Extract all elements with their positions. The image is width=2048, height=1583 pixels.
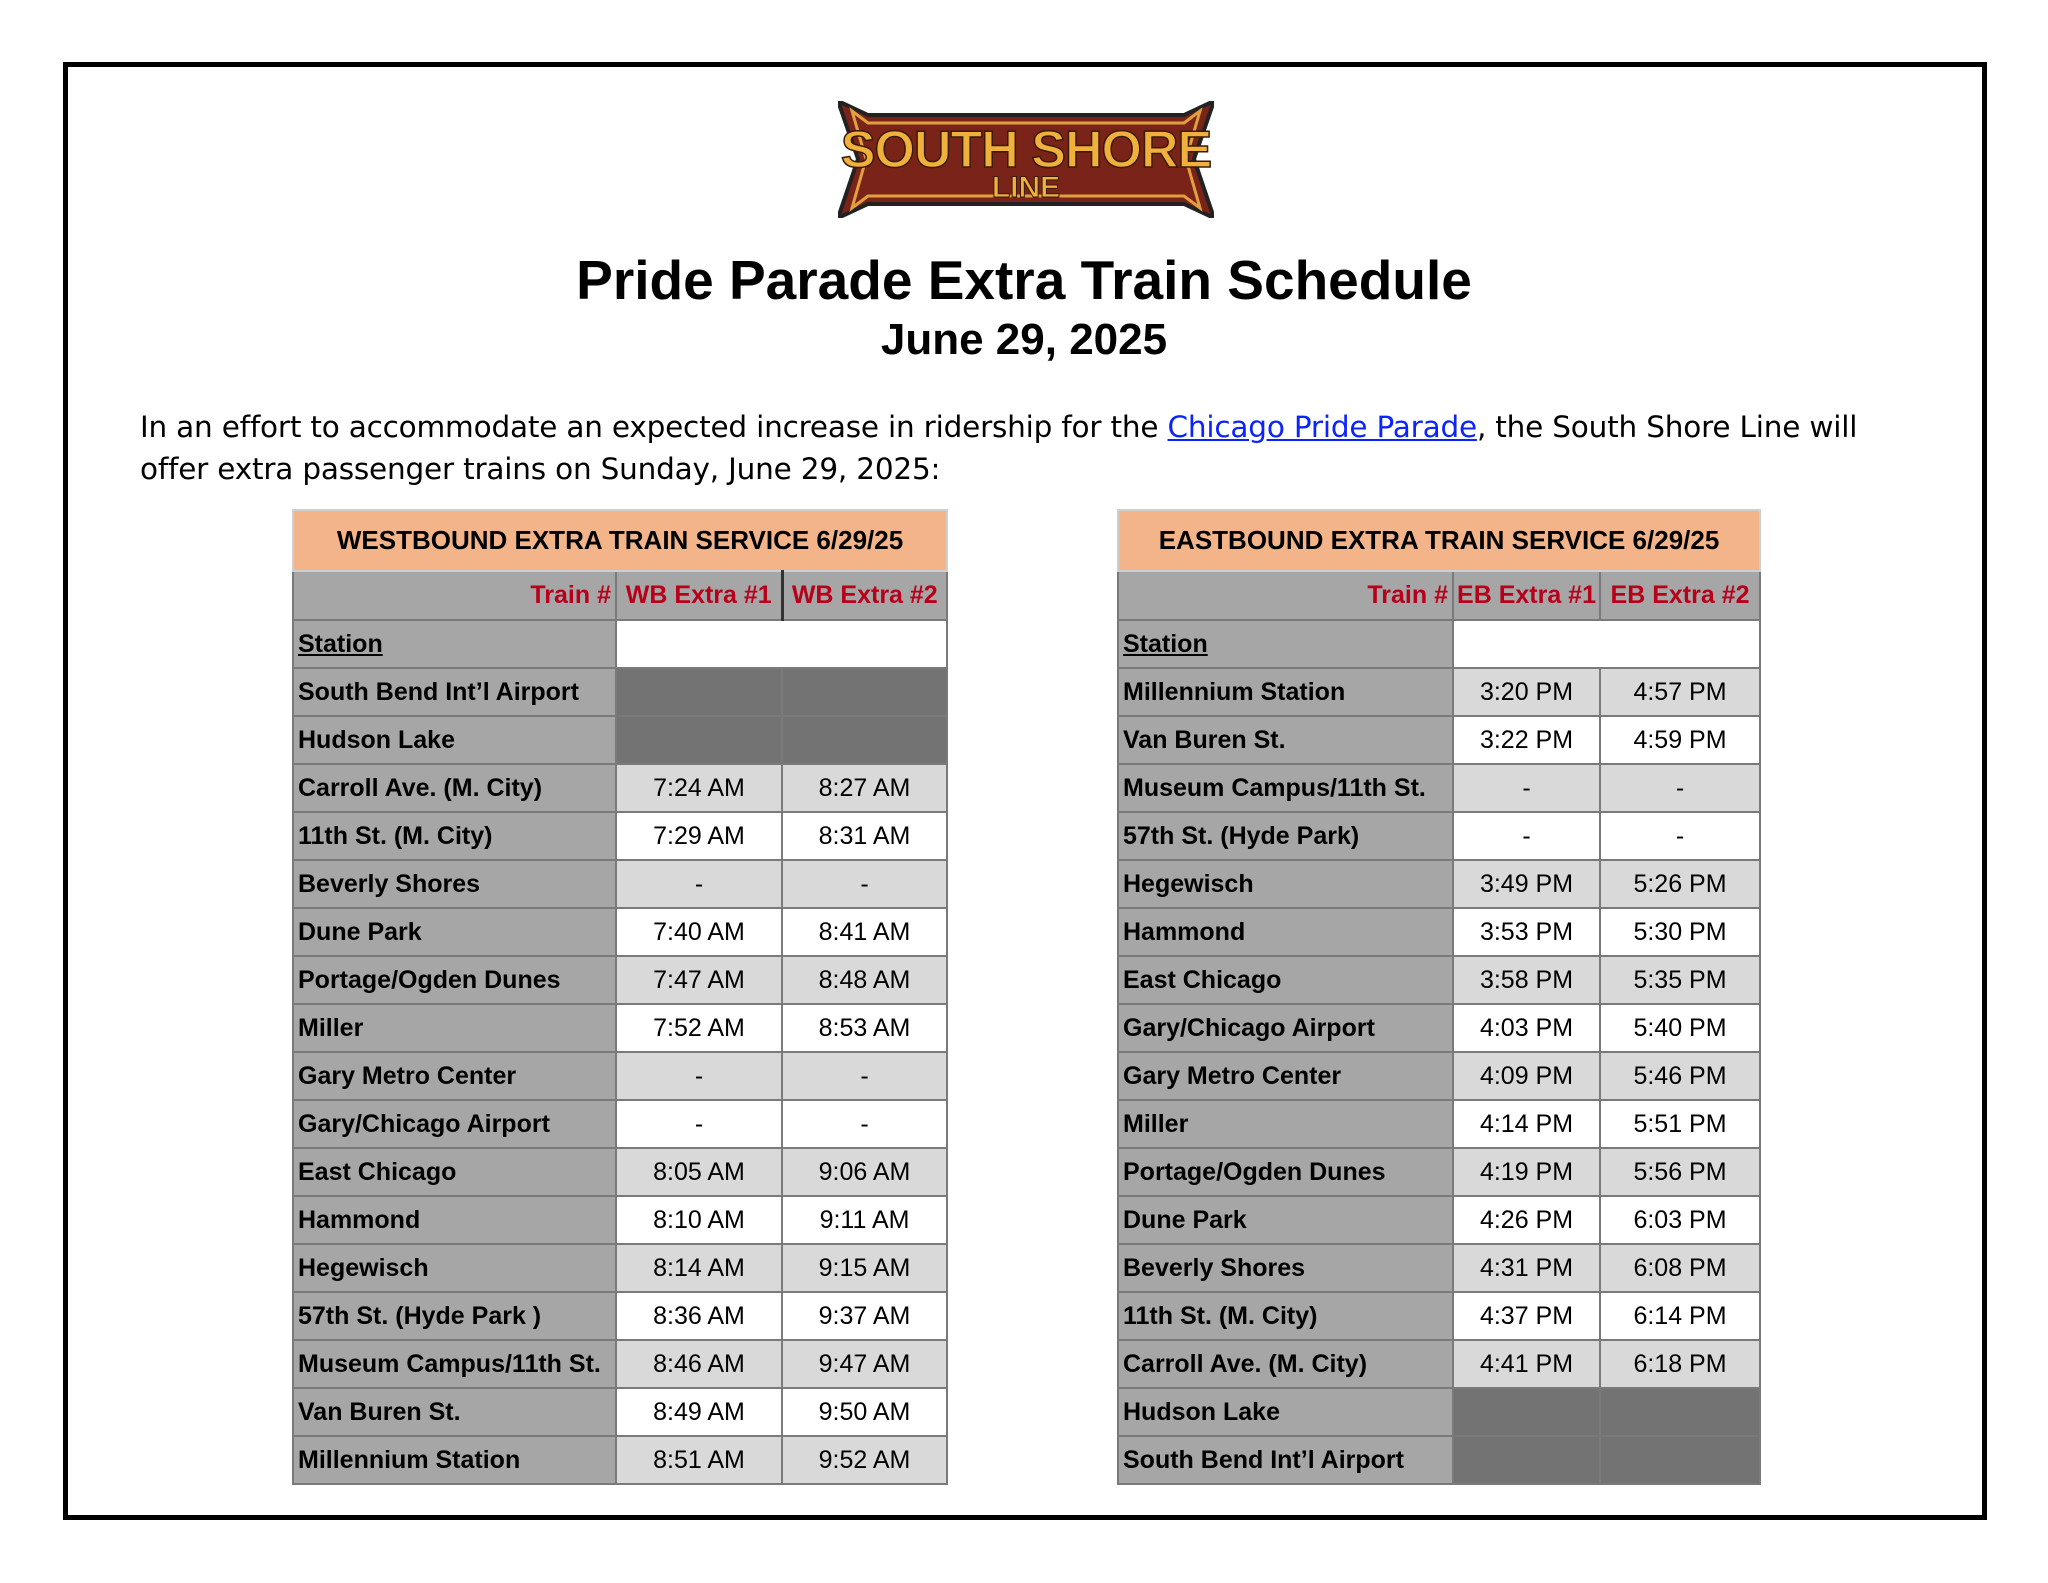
departure-time: 4:26 PM: [1453, 1196, 1600, 1244]
eastbound-heading: EASTBOUND EXTRA TRAIN SERVICE 6/29/25: [1118, 510, 1760, 571]
eastbound-rows: [1118, 668, 1760, 1484]
station-name: Beverly Shores: [1118, 1244, 1453, 1292]
departure-time: 8:05 AM: [616, 1148, 782, 1196]
departure-time: 9:06 AM: [782, 1148, 947, 1196]
departure-time: 3:22 PM: [1453, 716, 1600, 764]
station-name: Hudson Lake: [1118, 1388, 1453, 1436]
intro-text-after: , the South Shore Line will offer extra passenger trains on Sunday, June 29, 2025:: [140, 410, 1858, 486]
station-name: Gary Metro Center: [293, 1052, 616, 1100]
blank-cell: [1453, 620, 1760, 668]
station-name: East Chicago: [293, 1148, 616, 1196]
schedule-row: [1118, 716, 1760, 764]
departure-time: 4:14 PM: [1453, 1100, 1600, 1148]
schedule-row: [293, 1148, 947, 1196]
schedule-row: [1118, 1436, 1760, 1484]
station-name: Gary/Chicago Airport: [293, 1100, 616, 1148]
station-name: Museum Campus/11th St.: [293, 1340, 616, 1388]
departure-time: 4:57 PM: [1600, 668, 1760, 716]
departure-time: [1600, 1436, 1760, 1484]
schedule-row: [293, 1100, 947, 1148]
station-name: South Bend Int’l Airport: [1118, 1436, 1453, 1484]
departure-time: 6:14 PM: [1600, 1292, 1760, 1340]
station-name: Van Buren St.: [293, 1388, 616, 1436]
departure-time: 4:59 PM: [1600, 716, 1760, 764]
departure-time: 8:51 AM: [616, 1436, 782, 1484]
train-number-label: Train #: [293, 571, 616, 620]
departure-time: [782, 668, 947, 716]
departure-time: 4:03 PM: [1453, 1004, 1600, 1052]
schedule-row: [1118, 908, 1760, 956]
chicago-pride-parade-link[interactable]: Chicago Pride Parade: [1167, 410, 1477, 444]
departure-time: 4:09 PM: [1453, 1052, 1600, 1100]
departure-time: [1453, 1388, 1600, 1436]
departure-time: 8:10 AM: [616, 1196, 782, 1244]
departure-time: 8:31 AM: [782, 812, 947, 860]
departure-time: 8:36 AM: [616, 1292, 782, 1340]
station-name: Millennium Station: [1118, 668, 1453, 716]
station-column-label: Station: [1118, 620, 1453, 668]
wb-extra-2-header: WB Extra #2: [782, 571, 947, 620]
schedule-row: [1118, 1388, 1760, 1436]
schedule-row: [293, 1292, 947, 1340]
departure-time: 3:49 PM: [1453, 860, 1600, 908]
eb-extra-1-header: EB Extra #1: [1453, 571, 1600, 620]
departure-time: 7:40 AM: [616, 908, 782, 956]
station-name: Hegewisch: [1118, 860, 1453, 908]
schedule-row: [293, 1004, 947, 1052]
departure-time: 3:20 PM: [1453, 668, 1600, 716]
schedule-row: [293, 1436, 947, 1484]
station-name: Hegewisch: [293, 1244, 616, 1292]
station-name: Dune Park: [1118, 1196, 1453, 1244]
departure-time: 8:49 AM: [616, 1388, 782, 1436]
schedule-row: [293, 812, 947, 860]
departure-time: 8:41 AM: [782, 908, 947, 956]
departure-time: -: [1600, 764, 1760, 812]
station-name: South Bend Int’l Airport: [293, 668, 616, 716]
station-name: Carroll Ave. (M. City): [1118, 1340, 1453, 1388]
departure-time: 4:31 PM: [1453, 1244, 1600, 1292]
westbound-rows: [293, 668, 947, 1484]
departure-time: 5:56 PM: [1600, 1148, 1760, 1196]
schedule-row: [293, 860, 947, 908]
westbound-schedule-table: [292, 509, 948, 1485]
departure-time: 8:53 AM: [782, 1004, 947, 1052]
departure-time: 8:46 AM: [616, 1340, 782, 1388]
schedule-row: [293, 716, 947, 764]
departure-time: 7:52 AM: [616, 1004, 782, 1052]
page-title: Pride Parade Extra Train Schedule: [576, 249, 1472, 311]
departure-time: 5:46 PM: [1600, 1052, 1760, 1100]
schedule-row: [293, 908, 947, 956]
schedule-row: [293, 668, 947, 716]
schedule-row: [293, 956, 947, 1004]
train-number-label: Train #: [1118, 571, 1453, 620]
schedule-row: [1118, 668, 1760, 716]
eastbound-schedule-table: [1117, 509, 1761, 1485]
departure-time: 9:15 AM: [782, 1244, 947, 1292]
schedule-row: [1118, 1196, 1760, 1244]
station-name: Gary/Chicago Airport: [1118, 1004, 1453, 1052]
station-name: 11th St. (M. City): [1118, 1292, 1453, 1340]
schedule-row: [1118, 1004, 1760, 1052]
departure-time: 9:47 AM: [782, 1340, 947, 1388]
departure-time: 5:30 PM: [1600, 908, 1760, 956]
schedule-row: [1118, 812, 1760, 860]
station-name: Millennium Station: [293, 1436, 616, 1484]
schedule-row: [293, 1052, 947, 1100]
schedule-row: [293, 1196, 947, 1244]
departure-time: 6:03 PM: [1600, 1196, 1760, 1244]
schedule-row: [293, 1244, 947, 1292]
station-name: Hammond: [1118, 908, 1453, 956]
schedule-row: [1118, 1052, 1760, 1100]
departure-time: 8:14 AM: [616, 1244, 782, 1292]
departure-time: 5:35 PM: [1600, 956, 1760, 1004]
schedule-row: [1118, 1148, 1760, 1196]
station-name: Gary Metro Center: [1118, 1052, 1453, 1100]
departure-time: 7:29 AM: [616, 812, 782, 860]
station-name: Portage/Ogden Dunes: [1118, 1148, 1453, 1196]
departure-time: -: [782, 1052, 947, 1100]
station-name: 57th St. (Hyde Park): [1118, 812, 1453, 860]
station-name: Hudson Lake: [293, 716, 616, 764]
page-date: June 29, 2025: [880, 315, 1168, 364]
departure-time: 6:18 PM: [1600, 1340, 1760, 1388]
departure-time: 9:52 AM: [782, 1436, 947, 1484]
blank-cell: [616, 620, 947, 668]
svg-text:LINE: LINE: [991, 171, 1061, 204]
station-name: Miller: [293, 1004, 616, 1052]
departure-time: 4:37 PM: [1453, 1292, 1600, 1340]
station-name: Beverly Shores: [293, 860, 616, 908]
departure-time: 9:11 AM: [782, 1196, 947, 1244]
schedule-row: [293, 764, 947, 812]
schedule-row: [1118, 956, 1760, 1004]
departure-time: [782, 716, 947, 764]
departure-time: [1600, 1388, 1760, 1436]
station-name: Portage/Ogden Dunes: [293, 956, 616, 1004]
station-name: 11th St. (M. City): [293, 812, 616, 860]
departure-time: 8:27 AM: [782, 764, 947, 812]
departure-time: -: [782, 860, 947, 908]
departure-time: 5:26 PM: [1600, 860, 1760, 908]
wb-extra-1-header: WB Extra #1: [616, 571, 782, 620]
departure-time: 9:50 AM: [782, 1388, 947, 1436]
station-column-label: Station: [293, 620, 616, 668]
station-name: Carroll Ave. (M. City): [293, 764, 616, 812]
schedule-row: [1118, 1340, 1760, 1388]
departure-time: 5:51 PM: [1600, 1100, 1760, 1148]
departure-time: [616, 716, 782, 764]
departure-time: 4:41 PM: [1453, 1340, 1600, 1388]
station-name: East Chicago: [1118, 956, 1453, 1004]
departure-time: 5:40 PM: [1600, 1004, 1760, 1052]
departure-time: 9:37 AM: [782, 1292, 947, 1340]
departure-time: -: [1453, 812, 1600, 860]
schedule-row: [1118, 764, 1760, 812]
departure-time: 7:47 AM: [616, 956, 782, 1004]
intro-paragraph: [140, 406, 1920, 490]
schedule-row: [1118, 860, 1760, 908]
departure-time: [616, 668, 782, 716]
departure-time: 8:48 AM: [782, 956, 947, 1004]
station-name: Dune Park: [293, 908, 616, 956]
station-name: Van Buren St.: [1118, 716, 1453, 764]
schedule-row: [293, 1388, 947, 1436]
departure-time: -: [1600, 812, 1760, 860]
departure-time: 7:24 AM: [616, 764, 782, 812]
departure-time: -: [1453, 764, 1600, 812]
departure-time: -: [782, 1100, 947, 1148]
schedule-row: [1118, 1292, 1760, 1340]
south-shore-line-logo: [838, 101, 1214, 218]
station-name: 57th St. (Hyde Park ): [293, 1292, 616, 1340]
departure-time: -: [616, 1052, 782, 1100]
station-name: Miller: [1118, 1100, 1453, 1148]
intro-text-before: In an effort to accommodate an expected increase in ridership for the: [140, 410, 1168, 444]
schedule-row: [293, 1340, 947, 1388]
westbound-heading: WESTBOUND EXTRA TRAIN SERVICE 6/29/25: [293, 510, 947, 571]
eb-extra-2-header: EB Extra #2: [1600, 571, 1760, 620]
departure-time: 6:08 PM: [1600, 1244, 1760, 1292]
departure-time: [1453, 1436, 1600, 1484]
departure-time: 3:58 PM: [1453, 956, 1600, 1004]
schedule-row: [1118, 1244, 1760, 1292]
departure-time: 4:19 PM: [1453, 1148, 1600, 1196]
station-name: Museum Campus/11th St.: [1118, 764, 1453, 812]
schedule-row: [1118, 1100, 1760, 1148]
departure-time: 3:53 PM: [1453, 908, 1600, 956]
station-name: Hammond: [293, 1196, 616, 1244]
departure-time: -: [616, 1100, 782, 1148]
departure-time: -: [616, 860, 782, 908]
svg-text:SOUTH SHORE: SOUTH SHORE: [840, 121, 1212, 179]
